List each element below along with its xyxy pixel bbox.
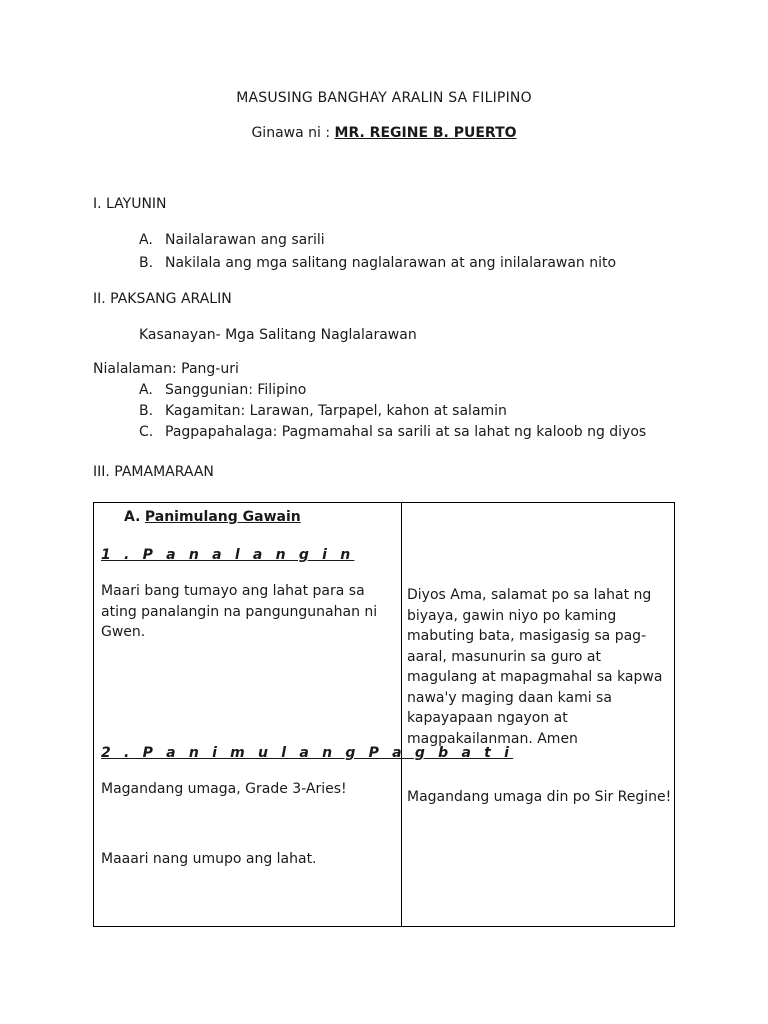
author-name: MR. REGINE B. PUERTO xyxy=(334,125,517,141)
paksa-item xyxy=(139,424,646,440)
greeting-response: Magandang umaga din po Sir Regine! xyxy=(407,789,672,805)
paksa-item xyxy=(139,382,306,398)
paksa-text: Larawan, Tarpapel, kahon at salamin xyxy=(245,403,507,419)
paksa-text: Filipino xyxy=(252,382,307,398)
objective-text: Nailalarawan ang sarili xyxy=(165,232,325,248)
paksa-item xyxy=(139,403,507,419)
part-a-letter: A. xyxy=(124,509,141,525)
step-2-teacher-line-2: Maaari nang umupo ang lahat. xyxy=(101,851,317,867)
lesson-procedure-table xyxy=(93,502,675,927)
step-2-teacher-line-1: Magandang umaga, Grade 3-Aries! xyxy=(101,781,347,797)
objective-letter: B. xyxy=(139,255,154,271)
kasanayan-line: Kasanayan- Mga Salitang Naglalarawan xyxy=(139,327,417,343)
paksa-text: Pagmamahal sa sarili at sa lahat ng kaloob ng diyos xyxy=(277,424,647,440)
section-1-heading: I. LAYUNIN xyxy=(93,196,167,212)
section-3-heading: III. PAMAMARAAN xyxy=(93,464,214,480)
prayer-response: Diyos Ama, salamat po sa lahat ng biyaya, gawin niyo po kaming mabuting bata, masigasig sa pag-aaral, masunurin sa guro at magulang at mapagmahal sa kapwa nawa'y maging daan kami sa kapayapaan ngayon at magpakailanman. Amen xyxy=(407,587,663,747)
nilalaman-value: Pang-uri xyxy=(176,361,239,377)
column-divider xyxy=(401,503,402,926)
part-a-heading xyxy=(124,507,301,528)
objective-item xyxy=(139,255,616,271)
nilalaman-label: Nialalaman: xyxy=(93,361,177,377)
objective-letter: A. xyxy=(139,232,153,248)
paksa-label: Sanggunian: xyxy=(165,382,253,398)
part-a-title: Panimulang Gawain xyxy=(144,509,301,525)
paksa-letter: B. xyxy=(139,403,154,419)
nilalaman-line xyxy=(93,361,239,377)
paksa-label: Kagamitan: xyxy=(165,403,246,419)
objective-text: Nakilala ang mga salitang naglalarawan at ang inilalarawan nito xyxy=(165,255,617,271)
step-1-teacher-line: Maari bang tumayo ang lahat para sa ating panalangin na pangungunahan ni Gwen. xyxy=(101,583,378,640)
paksa-letter: C. xyxy=(139,424,154,440)
step-1-title: 1 . P a n a l a n g i n xyxy=(101,547,355,563)
objective-item xyxy=(139,232,325,248)
author-prefix: Ginawa ni : xyxy=(251,125,335,141)
step-2-title: 2 . P a n i m u l a n g P a g b a t i xyxy=(101,745,514,761)
section-2-heading: II. PAKSANG ARALIN xyxy=(93,291,232,307)
author-line xyxy=(0,125,768,141)
paksa-letter: A. xyxy=(139,382,153,398)
paksa-label: Pagpapahalaga: xyxy=(165,424,278,440)
document-title: MASUSING BANGHAY ARALIN SA FILIPINO xyxy=(236,90,532,106)
